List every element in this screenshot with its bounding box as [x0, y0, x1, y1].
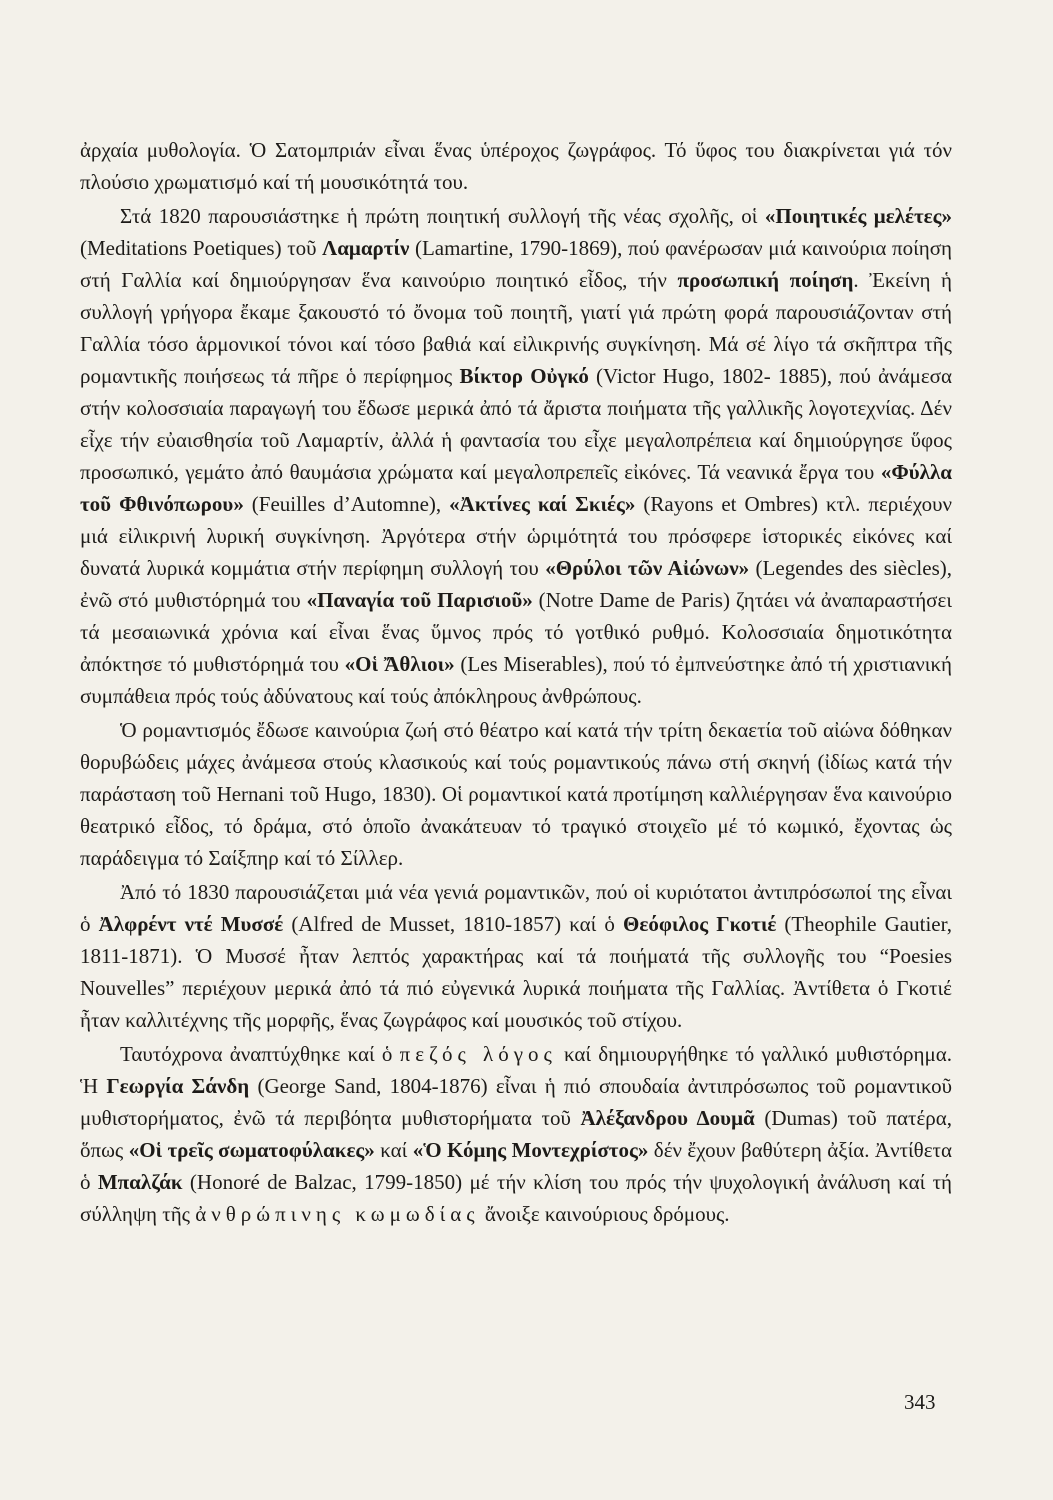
text-run: (Honoré de Balzac, 1799-1850) μέ τήν κλίση του πρός τήν ψυχολογική ἀνάλυση καί τή σύλληψη τῆς: [80, 1170, 952, 1226]
text-run: (Legendes des siècles), ἐνῶ στό μυθιστόρημά του: [80, 556, 952, 612]
bold-term: Βίκτορ Οὐγκό: [459, 364, 589, 388]
paragraph: [80, 200, 952, 712]
bold-term: Θεόφιλος: [623, 912, 709, 936]
text-run: Στά 1820 παρουσιάστηκε ἡ πρώτη ποιητική συλλογή τῆς νέας σχολῆς, οἱ: [120, 204, 765, 228]
paragraph: [80, 876, 952, 1036]
text-run: (Theophile Gautier, 1811-1871). Ὁ Μυσσέ ἦταν λεπτός χαρακτήρας καί τά ποιήματά τῆς συλλογῆς του “Poesies Nouvelles” περιέχουν μερικά ἀπό τά πιό εὐγενικά λυρικά ποιήματα τῆς Γαλλίας. Ἀντίθετα ὁ Γκοτιέ ἦταν καλλιτέχνης τῆς μορφῆς, ἕνας ζωγράφος καί μουσικός τοῦ στίχου.: [80, 912, 953, 1032]
bold-term: «Οἱ Ἄθλιοι»: [344, 652, 455, 676]
text-run: (Victor Hugo, 1802- 1885), πού ἀνάμεσα στήν κολοσσιαία παραγωγή του ἔδωσε μερικά ἀπό τά ἄριστα ποιήματα τῆς γαλλικῆς λογοτεχνίας. Δέν εἶχε τήν εὐαισθησία τοῦ Λαμαρτίν, ἀλλά ἡ φαντασία του εἶχε μεγαλοπρέπεια καί δημιούργησε ὕφος προσωπικό, γεμάτο ἀπό θαυμάσια χρώματα καί μεγαλοπρεπεῖς εἰκόνες. Τά νεανικά ἔργα του: [80, 364, 952, 484]
paragraph: [80, 1038, 952, 1230]
body-text: [80, 134, 952, 1230]
paragraph: [80, 714, 952, 874]
bold-term: Ἀλφρέντ ντέ Μυσσέ: [98, 912, 284, 936]
text-run: (George Sand, 1804-1876) εἶναι ἡ πιό σπουδαία ἀντιπρόσωπος τοῦ ρομαντικοῦ μυθιστορήματος, ἐνῶ τά περιβόητα μυθιστορήματα τοῦ: [80, 1074, 953, 1130]
text-run: (Alfred de Musset, 1810-1857) καί ὁ: [283, 912, 624, 936]
text-run: Ἀπό τό 1830 παρουσιάζεται μιά νέα γενιά ρομαντικῶν, πού οἱ κυριότατοι ἀντιπρόσωποί της εἶναι ὁ: [80, 880, 952, 936]
bold-term: Γεωργία Σάνδη: [106, 1074, 250, 1098]
text-run: (Lamartine, 1790-1869), πού φανέρωσαν μιά καινούρια ποίηση στή Γαλλία καί δημιούργησαν ἕνα καινούριο ποιητικό εἶδος, τήν: [80, 236, 953, 292]
text-run: Ὁ ρομαντισμός ἔδωσε καινούρια ζωή στό θέατρο καί κατά τήν τρίτη δεκαετία τοῦ αἰώνα δόθηκαν θορυβώδεις μάχες ἀνάμεσα στούς κλασικούς καί τούς ρομαντικούς πάνω στή σκηνή (ἰδίως κατά τήν παράσταση τοῦ Hernani τοῦ Hugo, 1830). Οἱ ρομαντικοί κατά προτίμηση καλλιέργησαν ἕνα καινούριο θεατρικό εἶδος, τό δράμα, στό ὁποῖο ἀνακάτευαν τό τραγικό στοιχεῖο μέ τό κωμικό, ἔχοντας ὡς παράδειγμα τό Σαίξπηρ καί τό Σίλλερ.: [80, 718, 952, 870]
bold-term: Γκοτιέ: [716, 912, 777, 936]
text-run: (Meditations Poetiques) τοῦ: [80, 236, 323, 260]
text-run: δέν ἔχουν βαθύτερη ἀξία. Ἀντίθετα ὁ: [80, 1138, 953, 1194]
text-run: καί δημιουργήθηκε τό γαλλικό μυθιστόρημα. Ἡ: [80, 1042, 952, 1098]
bold-term: προσωπική ποίηση: [677, 268, 854, 292]
bold-term: «Ποιητικές μελέτες»: [764, 204, 952, 228]
text-run: Ταυτόχρονα ἀναπτύχθηκε καί ὁ: [120, 1042, 400, 1066]
bold-term: Μπαλζάκ: [97, 1170, 183, 1194]
bold-term: «Οἱ τρεῖς σωματοφύλακες»: [128, 1138, 375, 1162]
paragraph: [80, 134, 952, 198]
text-run: (Rayons et Ombres) κτλ. περιέχουν μιά εἰλικρινή λυρική συγκίνηση. Ἀργότερα στήν ὡριμότητά του πρόσφερε ἱστορικές εἰκόνες καί δυνατά λυρικά κομμάτια στήν περίφημη συλλογή του: [80, 492, 953, 580]
text-run: (Notre Dame de Paris) ζητάει νά ἀναπαραστήσει τά μεσαιωνικά χρόνια καί εἶναι ἕνας ὕμνος πρός τό γοτθικό ρυθμό. Κολοσσιαία δημοτικότητα ἀπόκτησε τό μυθιστόρημά του: [80, 588, 952, 676]
spaced-term: ἀνθρώπινης κωμωδίας: [195, 1202, 480, 1226]
bold-term: «Παναγία τοῦ Παρισιοῦ»: [306, 588, 533, 612]
page-number: 343: [904, 1390, 936, 1414]
bold-term: «Θρύλοι τῶν Αἰώνων»: [545, 556, 750, 580]
text-run: (Les Miserables), πού τό ἐμπνεύστηκε ἀπό τή χριστιανική συμπάθεια πρός τούς ἀδύνατους καί τούς ἀπόκληρους ἀνθρώπους.: [80, 652, 953, 708]
text-run: καί: [374, 1138, 413, 1162]
bold-term: «Ἀκτίνες καί Σκιές»: [449, 492, 636, 516]
text-run: . Ἐκείνη ἡ συλλογή γρήγορα ἔκαμε ξακουστό τό ὄνομα τοῦ ποιητῆ, γιατί γιά πρώτη φορά παρουσιάζονταν στή Γαλλία τόσο ἁρμονικοί τόνοι καί τόσο βαθιά καί εἰλικρινής συγκίνηση. Μά σέ λίγο τά σκῆπτρα τῆς ρομαντικῆς ποιήσεως τά πῆρε ὁ περίφημος: [80, 268, 952, 388]
bold-term: Λαμαρτίν: [322, 236, 410, 260]
spaced-term: πεζός λόγος: [399, 1042, 557, 1066]
text-run: ἄνοιξε καινούριους δρόμους.: [479, 1202, 730, 1226]
bold-term: Ἀλέξανδρου Δουμᾶ: [580, 1106, 755, 1130]
text-run: (Dumas) τοῦ πατέρα, ὅπως: [80, 1106, 952, 1162]
text-run: (Feuilles d’Automne),: [243, 492, 450, 516]
bold-term: «Ὁ Κόμης Μοντεχρίστος»: [412, 1138, 649, 1162]
text-run: ἀρχαία μυθολογία. Ὁ Σατομπριάν εἶναι ἕνας ὑπέροχος ζωγράφος. Τό ὕφος του διακρίνεται γιά τόν πλούσιο χρωματισμό καί τή μουσικότητά του.: [80, 138, 952, 194]
bold-term: «Φύλλα τοῦ Φθινόπωρου»: [80, 460, 952, 516]
